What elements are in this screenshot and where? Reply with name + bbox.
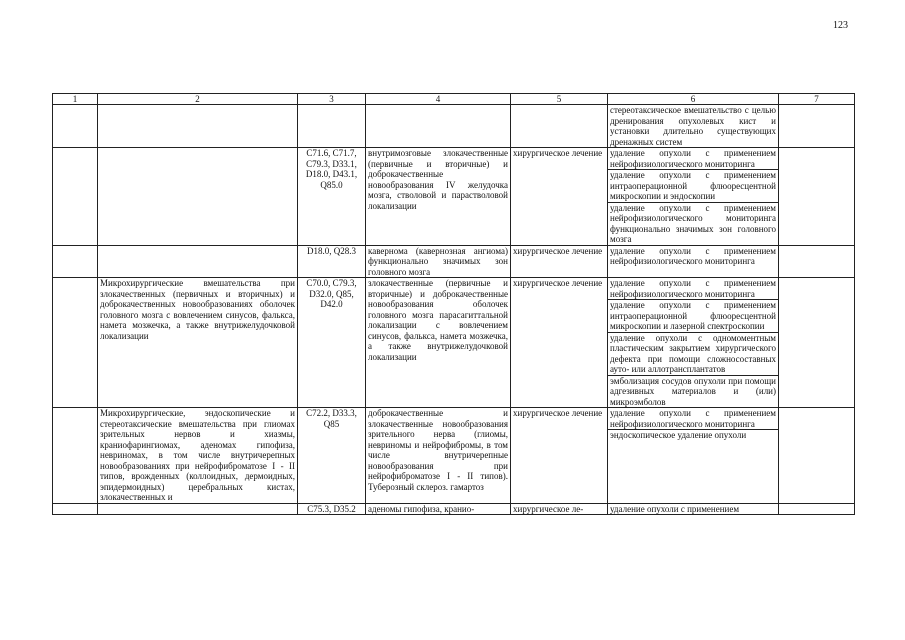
- method-item: удаление опухоли с одномоментным пластическим закрытием хирургического дефекта при помощи сложносоставных ауто- или аллотрансплантатов: [610, 332, 776, 374]
- col-diagnosis: аденомы гипофиза, кранио-: [366, 503, 511, 515]
- method-item: эмболизация сосудов опухоли при помощи адгезивных материалов и (или) микроэмболов: [610, 375, 776, 407]
- col-number: [53, 278, 98, 408]
- header-cell-4: 4: [366, 94, 511, 105]
- col-cost: [779, 105, 855, 148]
- method-item: удаление опухоли с применением нейрофизиологического мониторинга: [610, 278, 776, 299]
- col-icd-codes: C71.6, C71.7, C79.3, D33.1, D18.0, D43.1, Q85.0: [298, 148, 366, 246]
- table-row: [53, 148, 855, 246]
- col-treatment-type: [511, 105, 608, 148]
- header-cell-2: 2: [98, 94, 298, 105]
- col-intervention: [98, 148, 298, 246]
- col-intervention: Микрохирургические, эндоскопические и стереотаксические вмешательства при глиомах зрительных нервов и хиазмы, краниофарингиомах, аденомах гипофиза, невриномах, в том числе внутричерепных новообразованиях при нейрофиброматозе I - II типов, врожденных (коллоидных, дермоидных, эпидермоидных) церебральных кистах, злокачественных и: [98, 408, 298, 504]
- col-method: [608, 408, 779, 504]
- treatment-table: [52, 93, 855, 515]
- col-diagnosis: внутримозговые злокачественные (первичные и вторичные) и доброкачественные новообразования IV желудочка мозга, стволовой и парастволовой локализации: [366, 148, 511, 246]
- method-item: удаление опухоли с применением нейрофизиологического мониторинга: [610, 148, 776, 169]
- header-cell-3: 3: [298, 94, 366, 105]
- col-diagnosis: [366, 105, 511, 148]
- table-row: [53, 503, 855, 515]
- method-item: удаление опухоли с применением: [610, 503, 740, 514]
- col-icd-codes: C75.3, D35.2: [298, 503, 366, 515]
- header-cell-7: 7: [779, 94, 855, 105]
- method-item: удаление опухоли с применением нейрофизиологического мониторинга: [610, 408, 776, 429]
- col-cost: [779, 148, 855, 246]
- col-method: [608, 245, 779, 278]
- col-cost: [779, 278, 855, 408]
- col-treatment-type: хирургическое лечение: [511, 408, 608, 504]
- table-body: [53, 94, 855, 515]
- header-row: [53, 94, 855, 105]
- col-cost: [779, 503, 855, 515]
- col-icd-codes: D18.0, Q28.3: [298, 245, 366, 278]
- table-row: [53, 408, 855, 504]
- col-method: [608, 278, 779, 408]
- method-item: удаление опухоли с применением нейрофизиологического мониторинга: [610, 245, 776, 266]
- header-cell-1: 1: [53, 94, 98, 105]
- col-method: [608, 148, 779, 246]
- col-number: [53, 245, 98, 278]
- method-item: стереотаксическое вмешательство с целью дренирования опухолевых кист и установки длительно существующих дренажных систем: [610, 105, 776, 147]
- col-intervention: [98, 245, 298, 278]
- col-icd-codes: C70.0, C79.3, D32.0, Q85, D42.0: [298, 278, 366, 408]
- method-item: удаление опухоли с применением интраоперационной флюоресцентной микроскопии и эндоскопии: [610, 170, 776, 201]
- col-treatment-type: хирургическое ле-: [511, 503, 608, 515]
- col-diagnosis: доброкачественные и злокачественные новообразования зрительного нерва (глиомы, невриномы и нейрофибромы, в том числе внутричерепные новообразования при нейрофиброматозе I - II типов). Туберозный склероз. гамартоз: [366, 408, 511, 504]
- col-number: [53, 408, 98, 504]
- col-diagnosis: злокачественные (первичные и вторичные) и доброкачественные новообразования оболочек головного мозга парасагиттальной локализации с вовлечением синусов, фалькса, намета мозжечка, а также внутрижелудочковой локализации: [366, 278, 511, 408]
- header-cell-6: 6: [608, 94, 779, 105]
- col-number: [53, 503, 98, 515]
- table-row: [53, 245, 855, 278]
- col-intervention: Микрохирургические вмешательства при злокачественных (первичных и вторичных) и доброкачественных новообразованиях оболочек головного мозга с вовлечением синусов, фалькса, намета мозжечка, а также внутрижелудочковой локализации: [98, 278, 298, 408]
- header-cell-5: 5: [511, 94, 608, 105]
- col-method: [608, 105, 779, 148]
- page-number: 123: [833, 20, 848, 31]
- method-item: удаление опухоли с применением интраоперационной флюоресцентной микроскопии и лазерной спектроскопии: [610, 300, 776, 331]
- col-number: [53, 105, 98, 148]
- col-number: [53, 148, 98, 246]
- col-treatment-type: хирургическое лечение: [511, 245, 608, 278]
- method-item: удаление опухоли с применением нейрофизиологического мониторинга функционально значимых зон головного мозга: [610, 202, 776, 244]
- table-row: [53, 278, 855, 408]
- method-item: эндоскопическое удаление опухоли: [610, 430, 747, 440]
- col-cost: [779, 245, 855, 278]
- col-treatment-type: хирургическое лечение: [511, 278, 608, 408]
- table-row: [53, 105, 855, 148]
- col-icd-codes: C72.2, D33.3, Q85: [298, 408, 366, 504]
- col-diagnosis: кавернома (кавернозная ангиома) функционально значимых зон головного мозга: [366, 245, 511, 278]
- col-icd-codes: [298, 105, 366, 148]
- col-method: [608, 503, 779, 515]
- col-intervention: [98, 503, 298, 515]
- col-treatment-type: хирургическое лечение: [511, 148, 608, 246]
- col-cost: [779, 408, 855, 504]
- col-intervention: [98, 105, 298, 148]
